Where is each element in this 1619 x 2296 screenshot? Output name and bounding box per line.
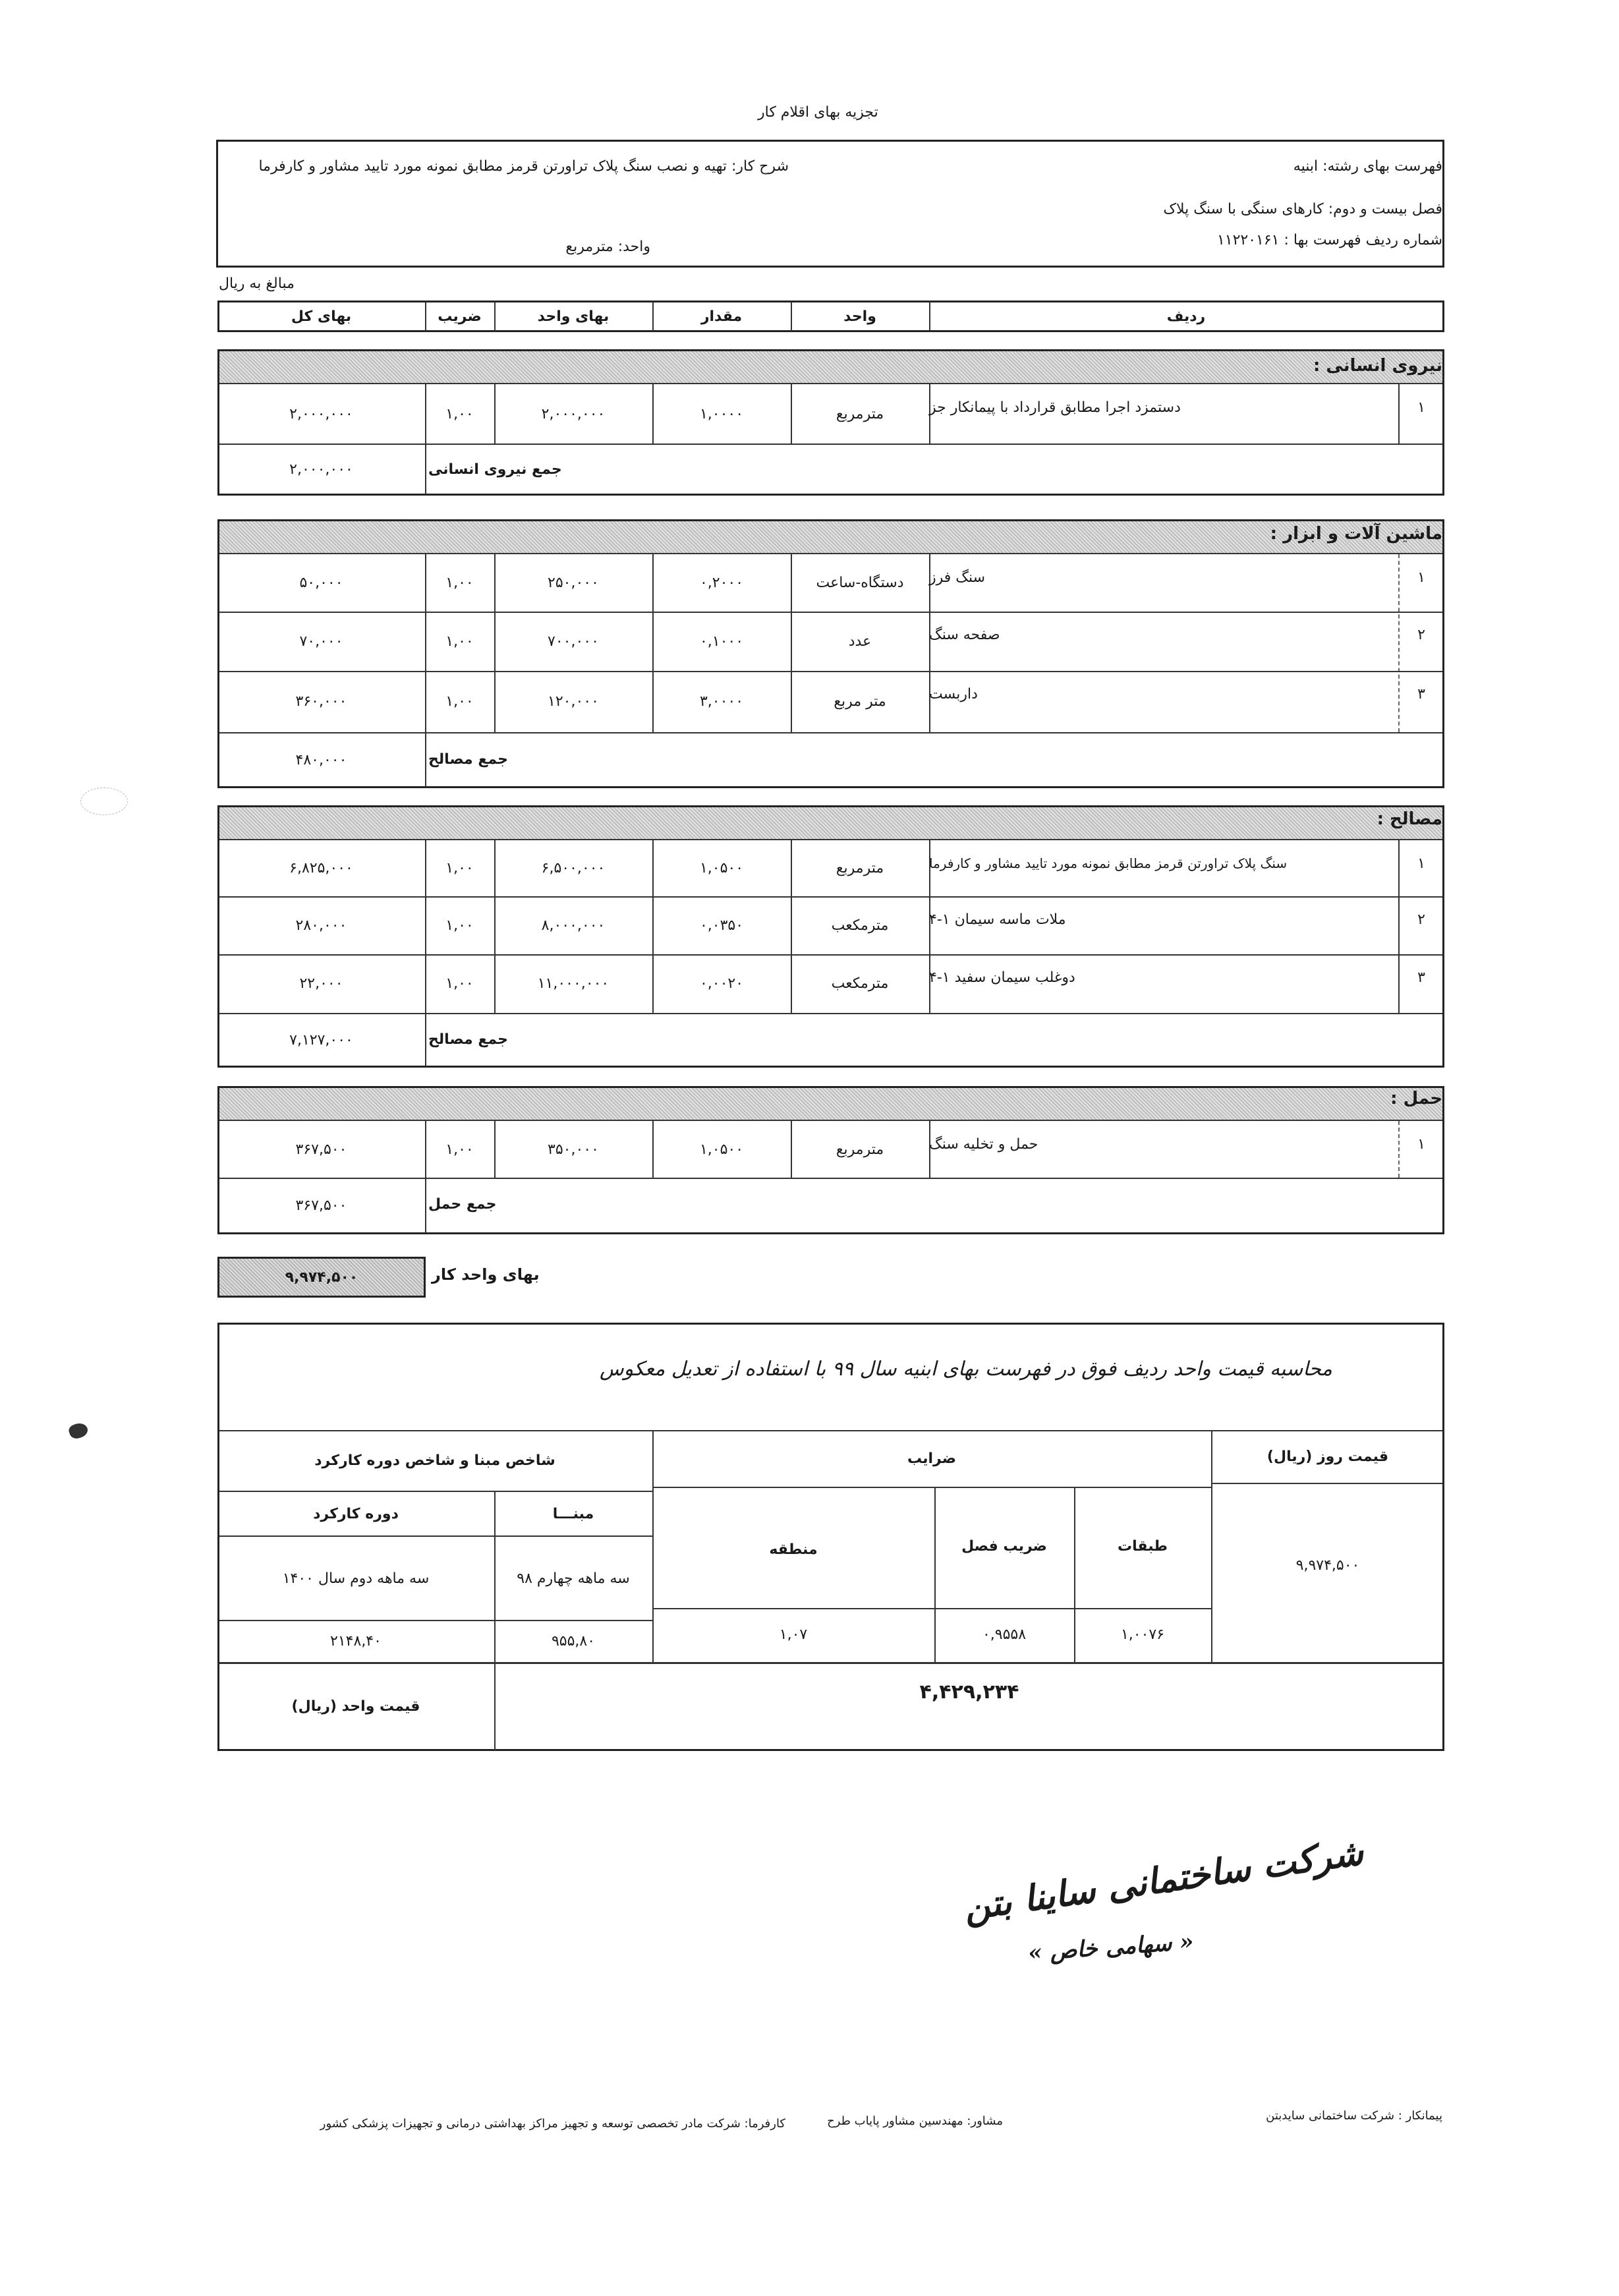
row-coefficient: ۱,۰۰ [445, 860, 474, 876]
calc-title: محاسبه قیمت واحد ردیف فوق در فهرست بهای ابنیه سال ۹۹ با استفاده از تعدیل معکوس [600, 1358, 1332, 1381]
row-unit: دستگاه-ساعت [816, 575, 904, 591]
row-unit-price: ۲,۰۰۰,۰۰۰ [541, 405, 606, 422]
unit-label: واحد: مترمربع [565, 239, 650, 255]
section-title-machinery: ماشین آلات و ابزار : [1270, 524, 1442, 544]
row-number: ۳ [1417, 969, 1425, 986]
sum-value-labor: ۲,۰۰۰,۰۰۰ [289, 461, 353, 478]
sum-value-machinery: ۴۸۰,۰۰۰ [295, 751, 347, 768]
row-unit: مترمربع [836, 405, 884, 422]
row-description: حمل و تخلیه سنگ [929, 1135, 1038, 1153]
sum-value-materials: ۷,۱۲۷,۰۰۰ [289, 1031, 353, 1048]
base-index-value: ۹۵۵,۸۰ [551, 1632, 596, 1650]
row-unit-price: ۱۱,۰۰۰,۰۰۰ [537, 975, 610, 992]
section-title-transport: حمل : [1390, 1089, 1442, 1108]
row-total: ۵۰,۰۰۰ [299, 575, 343, 591]
row-description: سنگ فرز [929, 569, 986, 586]
row-coefficient: ۱,۰۰ [445, 1141, 474, 1158]
row-quantity: ۱,۰۵۰۰ [699, 1141, 744, 1158]
row-quantity: ۱,۰۵۰۰ [699, 860, 744, 876]
footer-employer: کارفرما: شرکت مادر تخصصی توسعه و تجهیز مراکز بهداشتی درمانی و تجهیزات پزشکی کشور [320, 2117, 785, 2131]
row-coefficient: ۱,۰۰ [445, 633, 474, 650]
season-value: ۰,۹۵۵۸ [982, 1626, 1027, 1643]
unit-work-price-value: ۹,۹۷۴,۵۰۰ [285, 1269, 358, 1286]
sum-value-transport: ۳۶۷,۵۰۰ [295, 1197, 347, 1214]
work-description: شرح کار: تهیه و نصب سنگ پلاک تراورتن قرمز مطابق نمونه مورد تایید مشاور و کارفرما [258, 158, 789, 175]
row-coefficient: ۱,۰۰ [445, 975, 474, 992]
row-description: سنگ پلاک تراورتن قرمز مطابق نمونه مورد تایید مشاور و کارفرما [929, 855, 1288, 871]
col-header-unit: واحد [843, 308, 876, 325]
row-number: ۲ [1417, 626, 1425, 643]
row-unit-price: ۳۵۰,۰۰۰ [548, 1141, 599, 1158]
row-coefficient: ۱,۰۰ [445, 575, 474, 591]
sum-label-labor: جمع نیروی انسانی [428, 461, 562, 478]
sum-label-transport: جمع حمل [428, 1196, 497, 1213]
floors-label: طبقات [1118, 1537, 1168, 1555]
unit-work-price-label: بهای واحد کار [432, 1265, 540, 1284]
season-label: ضریب فصل [961, 1537, 1047, 1555]
col-header-quantity: مقدار [700, 308, 743, 325]
unit-price-label: قیمت واحد (ریال) [291, 1698, 420, 1715]
row-unit: عدد [848, 633, 872, 650]
region-label: منطقه [769, 1541, 818, 1558]
coefficients-label: ضرایب [907, 1450, 957, 1467]
sum-label-materials: جمع مصالح [428, 1031, 508, 1048]
price-list-label: فهرست بهای رشته: ابنیه [1293, 158, 1442, 175]
row-unit: مترمربع [836, 1141, 884, 1158]
index-label: شاخص مبنا و شاخص دوره کارکرد [314, 1452, 555, 1469]
unit-price-value: ۴,۴۲۹,۲۳۴ [919, 1680, 1019, 1704]
row-unit-price: ۲۵۰,۰۰۰ [548, 575, 599, 591]
work-period-label: دوره کارکرد [313, 1505, 399, 1522]
base-period: سه ماهه چهارم ۹۸ [517, 1570, 630, 1587]
work-index-value: ۲۱۴۸,۴۰ [330, 1632, 382, 1650]
row-quantity: ۰,۱۰۰۰ [699, 633, 744, 650]
today-price-value: ۹,۹۷۴,۵۰۰ [1295, 1557, 1360, 1574]
section-title-materials: مصالح : [1377, 809, 1442, 829]
row-quantity: ۰,۲۰۰۰ [699, 575, 744, 591]
currency-note: مبالغ به ریال [219, 275, 295, 292]
row-total: ۳۶۰,۰۰۰ [295, 693, 347, 710]
col-header-coefficient: ضریب [438, 308, 482, 325]
row-number: ۱ [1417, 1135, 1425, 1153]
sum-label-machinery: جمع مصالح [428, 751, 508, 768]
row-coefficient: ۱,۰۰ [445, 405, 474, 422]
row-description: دستمزد اجرا مطابق قرارداد با پیمانکار جز [929, 399, 1181, 416]
row-unit: متر مربع [834, 693, 886, 710]
row-description: داربست [929, 685, 978, 703]
ink-smudge [67, 1421, 90, 1441]
row-unit: مترمکعب [831, 917, 889, 934]
row-description: دوغلب سیمان سفید ۱-۴ [929, 969, 1075, 986]
row-quantity: ۱,۰۰۰۰ [699, 405, 744, 422]
row-number: ۱ [1417, 855, 1425, 872]
row-unit: مترمربع [836, 860, 884, 876]
row-description: ملات ماسه سیمان ۱-۴ [929, 911, 1066, 928]
punch-hole-mark [80, 788, 128, 815]
footer-contractor: پیمانکار : شرکت ساختمانی سایدبتن [1266, 2109, 1442, 2123]
row-number: ۲ [1417, 911, 1425, 928]
row-total: ۲,۰۰۰,۰۰۰ [289, 405, 353, 422]
row-unit-price: ۸,۰۰۰,۰۰۰ [541, 917, 606, 934]
document-title: تجزیه بهای اقلام کار [758, 104, 878, 121]
row-total: ۲۸۰,۰۰۰ [295, 917, 347, 934]
row-coefficient: ۱,۰۰ [445, 693, 474, 710]
row-description: صفحه سنگ [929, 626, 1000, 643]
region-value: ۱,۰۷ [779, 1626, 808, 1643]
footer-consultant: مشاور: مهندسین مشاور پایاب طرح [827, 2114, 1003, 2128]
row-total: ۲۲,۰۰۰ [299, 975, 343, 992]
row-unit: مترمکعب [831, 975, 889, 992]
row-quantity: ۰,۰۳۵۰ [699, 917, 744, 934]
row-quantity: ۳,۰۰۰۰ [699, 693, 744, 710]
col-header-row: ردیف [1166, 308, 1206, 325]
section-title-labor: نیروی انسانی : [1313, 356, 1442, 376]
row-total: ۳۶۷,۵۰۰ [295, 1141, 347, 1158]
company-stamp-type: « سهامی خاص » [1027, 1928, 1195, 1966]
row-number: ۱ [1417, 569, 1425, 586]
row-total: ۶,۸۲۵,۰۰۰ [289, 860, 353, 876]
col-header-unit-price: بهای واحد [537, 308, 610, 325]
item-number: شماره ردیف فهرست بها : ۱۱۲۲۰۱۶۱ [1216, 232, 1442, 248]
work-period: سه ماهه دوم سال ۱۴۰۰ [282, 1570, 430, 1587]
row-quantity: ۰,۰۰۲۰ [699, 975, 744, 992]
chapter-label: فصل بیست و دوم: کارهای سنگی با سنگ پلاک [1163, 201, 1442, 217]
row-coefficient: ۱,۰۰ [445, 917, 474, 934]
base-label: مبنـــا [552, 1505, 594, 1522]
row-number: ۳ [1417, 685, 1425, 703]
company-stamp-name: شرکت ساختمانی ساینا بتن [961, 1830, 1366, 1929]
today-price-label: قیمت روز (ریال) [1266, 1448, 1389, 1465]
row-unit-price: ۱۲۰,۰۰۰ [548, 693, 599, 710]
row-unit-price: ۷۰۰,۰۰۰ [548, 633, 599, 650]
floors-value: ۱,۰۰۷۶ [1120, 1626, 1165, 1643]
row-unit-price: ۶,۵۰۰,۰۰۰ [541, 860, 606, 876]
row-total: ۷۰,۰۰۰ [299, 633, 343, 650]
row-number: ۱ [1417, 399, 1425, 416]
col-header-total: بهای کل [291, 308, 352, 325]
